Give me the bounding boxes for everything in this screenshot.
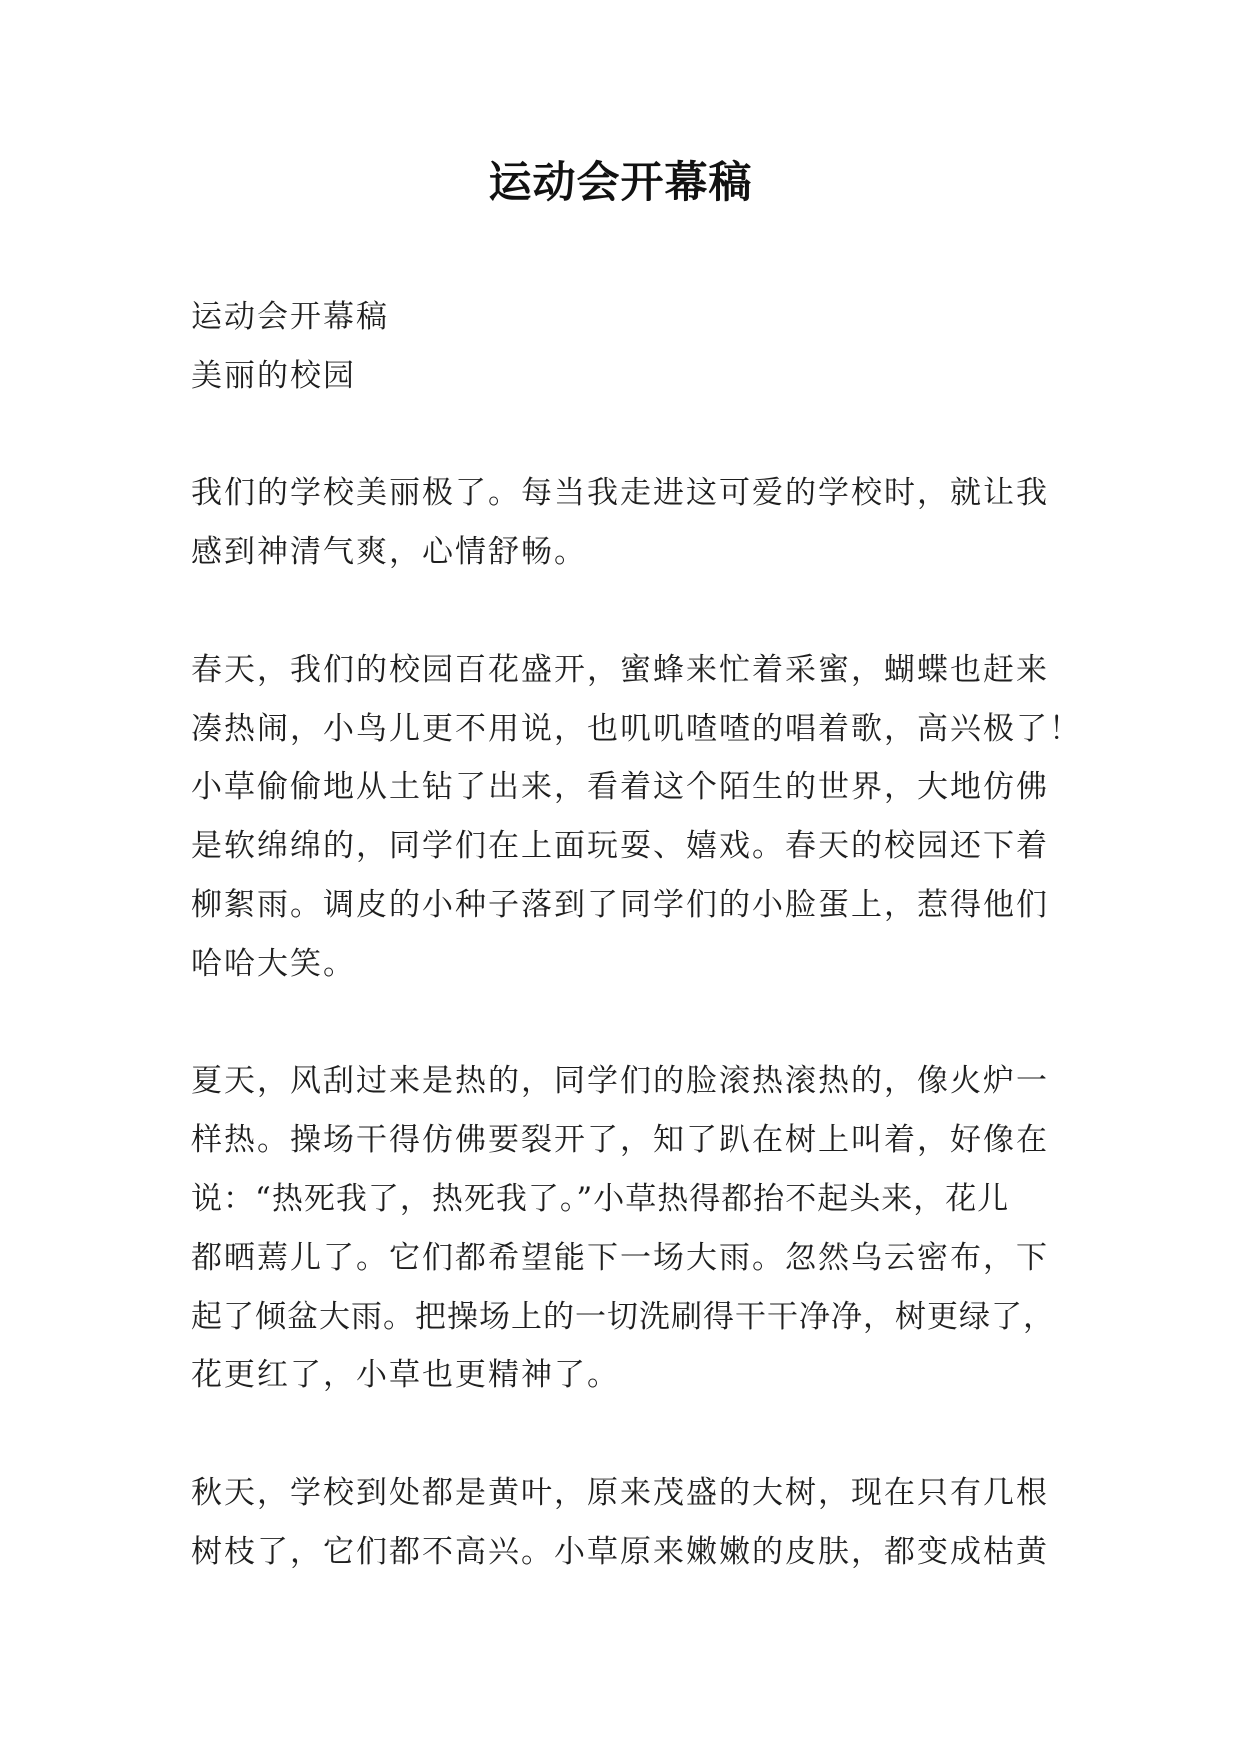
paragraph-line: 起了倾盆大雨。把操场上的一切洗刷得干干净净，树更绿了， — [191, 1298, 1055, 1335]
paragraph — [191, 1052, 1053, 1405]
paragraph-gap — [191, 994, 1053, 1053]
paragraph-gap — [191, 582, 1053, 641]
paragraph-gap — [191, 1405, 1053, 1464]
paragraph-line: 柳絮雨。调皮的小种子落到了同学们的小脸蛋上，惹得他们 — [191, 886, 1049, 923]
paragraph-line: 哈哈大笑。 — [191, 945, 356, 982]
paragraph-line: 说：“热死我了，热死我了。”小草热得都抬不起头来，花儿 — [191, 1180, 1010, 1217]
heading-line: 美丽的校园 — [191, 357, 356, 394]
paragraph-line: 是软绵绵的，同学们在上面玩耍、嬉戏。春天的校园还下着 — [191, 828, 1049, 865]
paragraph-line: 都晒蔫儿了。它们都希望能下一场大雨。忽然乌云密布，下 — [191, 1239, 1049, 1276]
paragraph-line: 小草偷偷地从土钻了出来，看着这个陌生的世界，大地仿佛 — [191, 769, 1049, 806]
paragraph — [191, 641, 1082, 994]
paragraph-line: 春天，我们的校园百花盛开，蜜蜂来忙着采蜜，蝴蝶也赶来 — [191, 651, 1049, 688]
paragraph-line: 夏天，风刮过来是热的，同学们的脸滚热滚热的，像火炉一 — [191, 1063, 1049, 1100]
paragraph-line: 感到神清气爽，心情舒畅。 — [191, 534, 587, 571]
paragraph-line: 树枝了，它们都不高兴。小草原来嫩嫩的皮肤，都变成枯黄 — [191, 1533, 1049, 1570]
paragraph-line: 凑热闹，小鸟儿更不用说，也叽叽喳喳的唱着歌，高兴极了！ — [191, 710, 1082, 747]
document-title: 运动会开幕稿 — [488, 158, 753, 208]
paragraph-line: 花更红了，小草也更精神了。 — [191, 1357, 620, 1394]
paragraph-gap — [191, 406, 1053, 465]
paragraph-line: 我们的学校美丽极了。每当我走进这可爱的学校时，就让我 — [191, 475, 1049, 512]
paragraph — [191, 464, 1053, 582]
paragraph-line: 秋天，学校到处都是黄叶，原来茂盛的大树，现在只有几根 — [191, 1474, 1049, 1511]
paragraph — [191, 1464, 1053, 1582]
heading-line: 运动会开幕稿 — [191, 299, 389, 335]
paragraph-line: 样热。操场干得仿佛要裂开了，知了趴在树上叫着，好像在 — [191, 1122, 1049, 1159]
document-body — [191, 288, 1082, 1582]
